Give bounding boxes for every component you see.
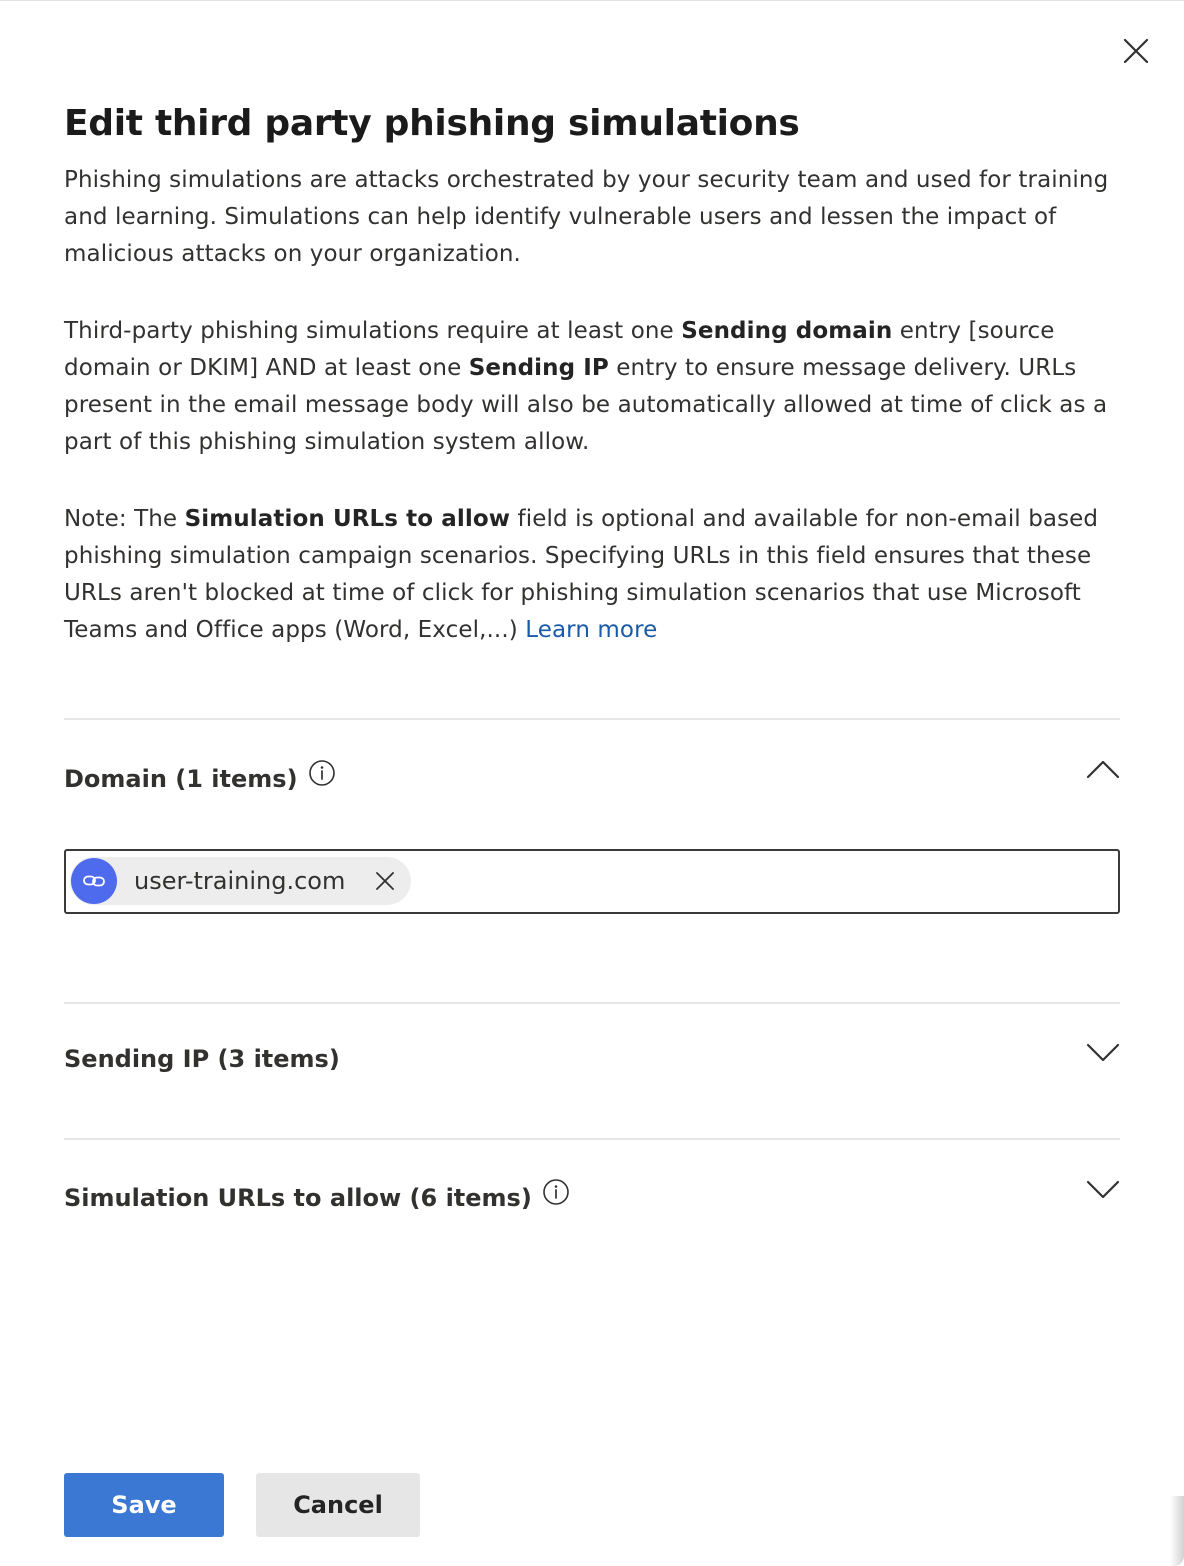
simulation-urls-label-text: Simulation URLs to allow (6 items) (64, 1184, 532, 1212)
cancel-button[interactable]: Cancel (256, 1473, 420, 1537)
remove-chip-button[interactable] (371, 867, 399, 895)
section-header-simulation-urls[interactable] (64, 1172, 1120, 1222)
learn-more-link[interactable]: Learn more (525, 617, 658, 643)
p3-text-2: field is optional and available for non-email based phishing simulation campaign scenarios. Specifying URLs in this field ensures that these URLs aren't blocked at time of click for phishing simulation scenarios that use Microsoft Teams and Office apps (Word, Excel,...) (64, 506, 1099, 643)
section-header-sending-ip[interactable] (64, 1035, 1120, 1085)
p2-bold-sending-ip: Sending IP (468, 355, 609, 381)
save-button[interactable]: Save (64, 1473, 224, 1537)
divider-domain (64, 718, 1120, 720)
link-icon (71, 858, 117, 904)
p2-text-2: entry [source domain or DKIM] AND at least one (64, 318, 1055, 381)
description-paragraph-2 (64, 313, 1144, 461)
close-icon (1118, 33, 1154, 69)
section-label-domain (64, 763, 336, 797)
p3-bold-simulation-urls: Simulation URLs to allow (184, 506, 511, 532)
divider-simulation-urls (64, 1138, 1120, 1140)
section-header-domain[interactable] (64, 753, 1120, 803)
section-label-simulation-urls (64, 1182, 570, 1216)
chevron-down-icon (1086, 1035, 1120, 1069)
close-icon (373, 869, 397, 893)
page-title: Edit third party phishing simulations (64, 103, 800, 144)
section-label-sending-ip: Sending IP (3 items) (64, 1045, 340, 1073)
p2-text-1: Third-party phishing simulations require at least one (64, 318, 682, 344)
p3-text-1: Note: The (64, 506, 185, 532)
close-button[interactable] (1118, 33, 1154, 69)
info-icon[interactable] (308, 759, 336, 793)
chevron-up-icon (1086, 753, 1120, 787)
description-paragraph-1: Phishing simulations are attacks orchestrated by your security team and used for training and learning. Simulations can help identify vulnerable users and lessen the impact of malicious attacks on your organization. (64, 167, 1109, 267)
description-paragraph-3 (64, 501, 1144, 649)
divider-sending-ip (64, 1002, 1120, 1004)
domain-label-text: Domain (1 items) (64, 765, 298, 793)
domain-picker-input[interactable] (64, 849, 1120, 914)
info-icon[interactable] (542, 1178, 570, 1212)
chevron-down-icon (1086, 1172, 1120, 1206)
domain-chip-label: user-training.com (134, 867, 346, 895)
domain-chip (70, 857, 411, 905)
p2-text-3: entry to ensure message delivery. URLs present in the email message body will also be automatically allowed at time of click as a part of this phishing simulation system allow. (64, 355, 1108, 455)
p2-bold-sending-domain: Sending domain (681, 318, 893, 344)
